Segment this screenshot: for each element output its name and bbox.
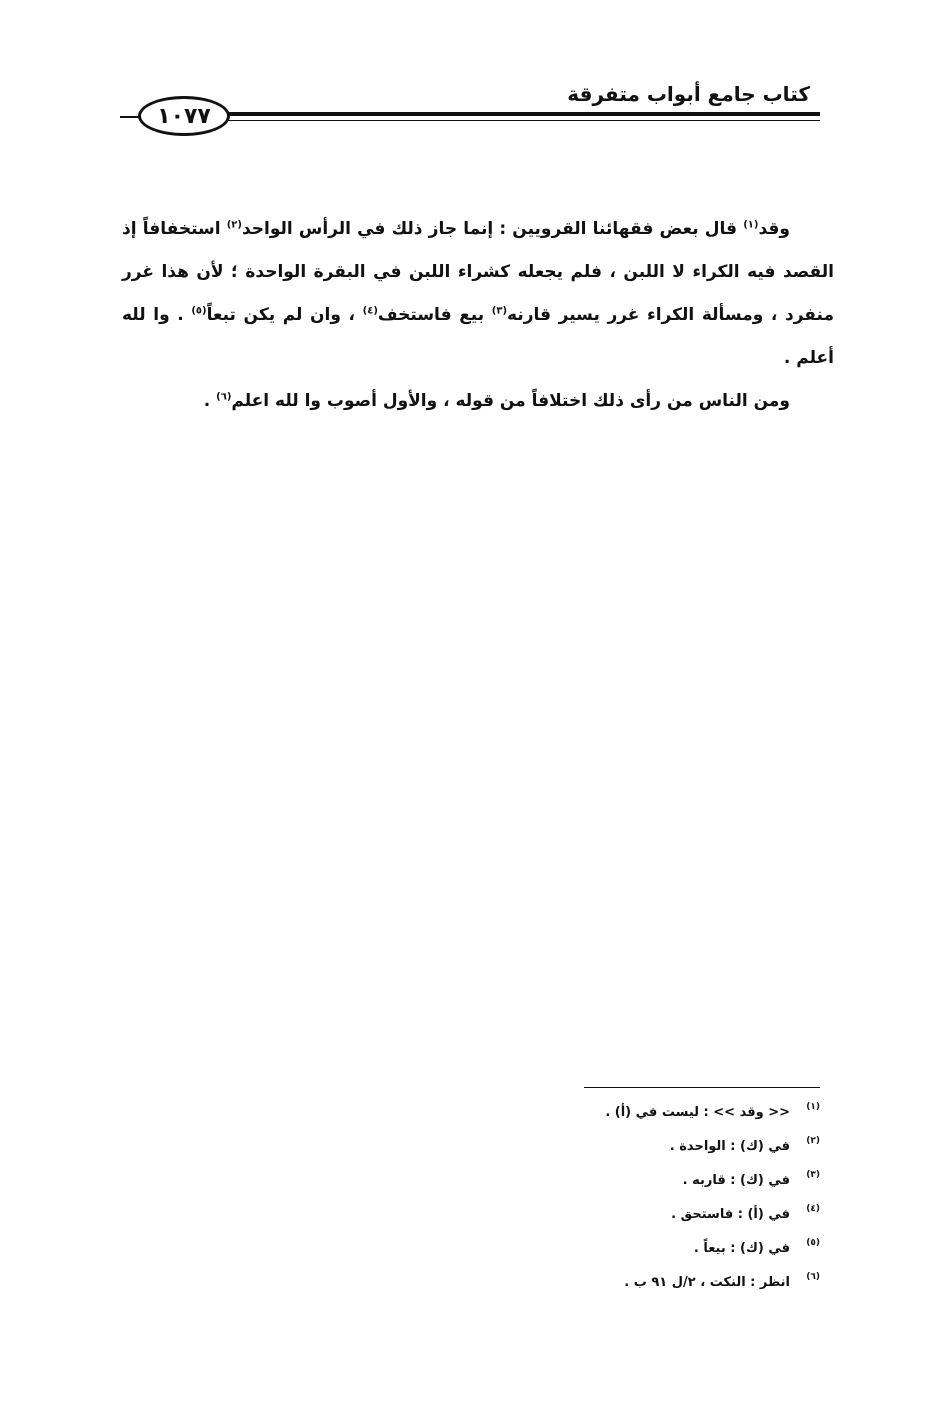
footnote-text: في (ك) : الواحدة . — [669, 1139, 790, 1154]
footnote-ref-3: (٣) — [491, 305, 508, 317]
footnote-4 — [420, 1198, 820, 1232]
text-segment: قال بعض فقهائنا القرويين : إنما جاز ذلك في الرأس الواحد — [241, 219, 744, 239]
footnote-ref-6: (٦) — [216, 391, 232, 403]
footnote-number: (٣) — [806, 1170, 820, 1180]
page-number: ١٠٧٧ — [138, 96, 230, 136]
text-segment: استخفافاً إذ القصد فيه الكراء لا اللبن ، فلم يجعله كشراء اللبن في البقرة الواحدة ؛ لأن هذا غرر منفرد ، ومسألة الكراء غرر يسير قارنه — [122, 219, 834, 325]
footnote-6 — [420, 1266, 820, 1300]
footnote-ref-5: (٥) — [191, 305, 207, 317]
text-segment: ، وان لم يكن تبعاً — [206, 305, 363, 325]
footnotes — [420, 1096, 820, 1300]
running-title: كتاب جامع أبواب متفرقة — [567, 82, 810, 106]
footnote-text: في (ك) : قاربه . — [682, 1173, 790, 1188]
text-segment: وقد — [758, 219, 790, 239]
footnote-3 — [420, 1164, 820, 1198]
page-header — [120, 78, 820, 138]
footnote-number: (٦) — [806, 1272, 820, 1282]
footnote-5 — [420, 1232, 820, 1266]
text-segment: بيع فاستخف — [377, 305, 492, 325]
footnote-ref-2: (٢) — [226, 219, 242, 231]
text-segment: . — [203, 391, 217, 411]
text-segment: . وا لله أعلم . — [122, 305, 834, 368]
header-rule-thin — [220, 120, 820, 121]
footnote-text: انظر : النكت ، ٢/ل ٩١ ب . — [624, 1275, 790, 1290]
text-segment: ومن الناس من رأى ذلك اختلافاً من قوله ، والأول أصوب وا لله اعلم — [231, 391, 790, 411]
body-text — [122, 208, 834, 423]
footnote-ref-4: (٤) — [362, 305, 378, 317]
footnote-text: في (ك) : بيعاً . — [693, 1241, 790, 1256]
footnote-ref-1: (١) — [743, 219, 759, 231]
paragraph-2 — [122, 380, 834, 423]
header-rule — [220, 112, 820, 116]
footnote-text: في (أ) : فاستحق . — [671, 1207, 790, 1222]
footnote-2 — [420, 1130, 820, 1164]
footnote-number: (١) — [806, 1102, 820, 1112]
footnote-number: (٢) — [806, 1136, 820, 1146]
paragraph-1 — [122, 208, 834, 380]
footnote-number: (٥) — [806, 1238, 820, 1248]
footnote-number: (٤) — [806, 1204, 820, 1214]
footnote-separator — [584, 1087, 820, 1088]
footnote-1 — [420, 1096, 820, 1130]
footnote-text: << وقد >> : ليست في (أ) . — [605, 1105, 790, 1120]
